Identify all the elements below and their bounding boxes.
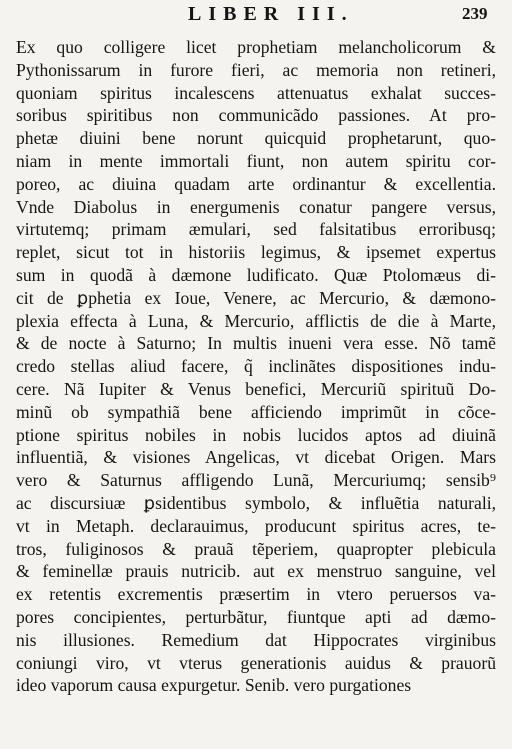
body-text (16, 36, 496, 697)
text-line: & feminellæ prauis nutricib. aut ex menstruo sanguine, vel (16, 561, 496, 582)
text-line: nis illusiones. Remedium dat Hippocrates virginibus (16, 629, 496, 650)
text-line: Vnde Diabolus in energumenis conatur pangere versus, (16, 196, 496, 217)
text-line: plexia effecta à Luna, & Mercurio, afflictis de die à Marte, (16, 310, 496, 331)
page-number: 239 (462, 4, 488, 23)
text-line: influentiã, & visiones Angelicas, vt dicebat Origen. Mars (16, 447, 496, 468)
text-line: & de nocte à Saturno; In multis inueni vera esse. Nõ tamẽ (16, 333, 496, 354)
text-line: vero & Saturnus affligendo Lunã, Mercuriumq; sensib⁹ (16, 470, 496, 491)
text-line: ideo vaporum causa expurgetur. Senib. vero purgationes (16, 675, 412, 696)
text-line: minũ ob sympathiã bene afficiendo imprimũt in cõce- (16, 401, 496, 422)
text-line: ptione spiritus nobiles in nobis lucidos aptos ad diuinã (16, 424, 496, 445)
text-line: sum in quodã à dæmone ludificato. Quæ Ptolomæus di- (16, 264, 496, 285)
text-line: tros, fuliginosos & prauã tẽperiem, quapropter plebicula (16, 538, 496, 559)
text-line: quoniam spiritus incalescens attenuatus exhalat succes- (16, 82, 496, 103)
text-line: ac discursiuæ ꝑsidentibus symbolo, & influẽtia naturali, (16, 492, 496, 513)
text-line: Pythonissarum in furore fieri, ac memoria non retineri, (16, 59, 496, 80)
text-line: Ex quo colligere licet prophetiam melancholicorum & (16, 37, 496, 57)
text-line: cit de ꝑphetia ex Ioue, Venere, ac Mercurio, & dæmono- (16, 287, 496, 308)
text-line: virtutemq; primam æmulari, sed falsitatibus erroribusq; (16, 219, 496, 240)
running-head: LIBER III. (188, 3, 354, 25)
text-line: poreo, ac diuina quadam arte ordinantur & excellentia. (16, 173, 496, 194)
text-line: cere. Nã Iupiter & Venus benefici, Mercuriũ spirituũ Do- (16, 378, 496, 399)
text-line: credo stellas aliud facere, q̃ inclinãtes dispositiones indu- (16, 356, 496, 377)
text-line: soribus spiritibus non communicãdo passiones. At pro- (16, 105, 496, 126)
text-line: vt in Metaph. declarauimus, producunt spiritus acres, te- (16, 515, 496, 536)
text-line: phetæ diuini bene norunt quicquid prophetarunt, quo- (16, 128, 496, 149)
text-line: replet, sicut tot in historiis legimus, & ipsemet expertus (16, 242, 496, 263)
page-header (0, 2, 512, 32)
text-line: ex retentis excrementis præsertim in vtero peruersos va- (16, 584, 496, 605)
text-line: coniungi viro, vt vterus generationis auidus & prauorũ (16, 652, 496, 673)
text-line: pores concipientes, perturbãtur, fiuntque apti ad dæmo- (16, 606, 496, 627)
text-line: niam in mente immortali fiunt, non autem spiritu cor- (16, 150, 496, 171)
